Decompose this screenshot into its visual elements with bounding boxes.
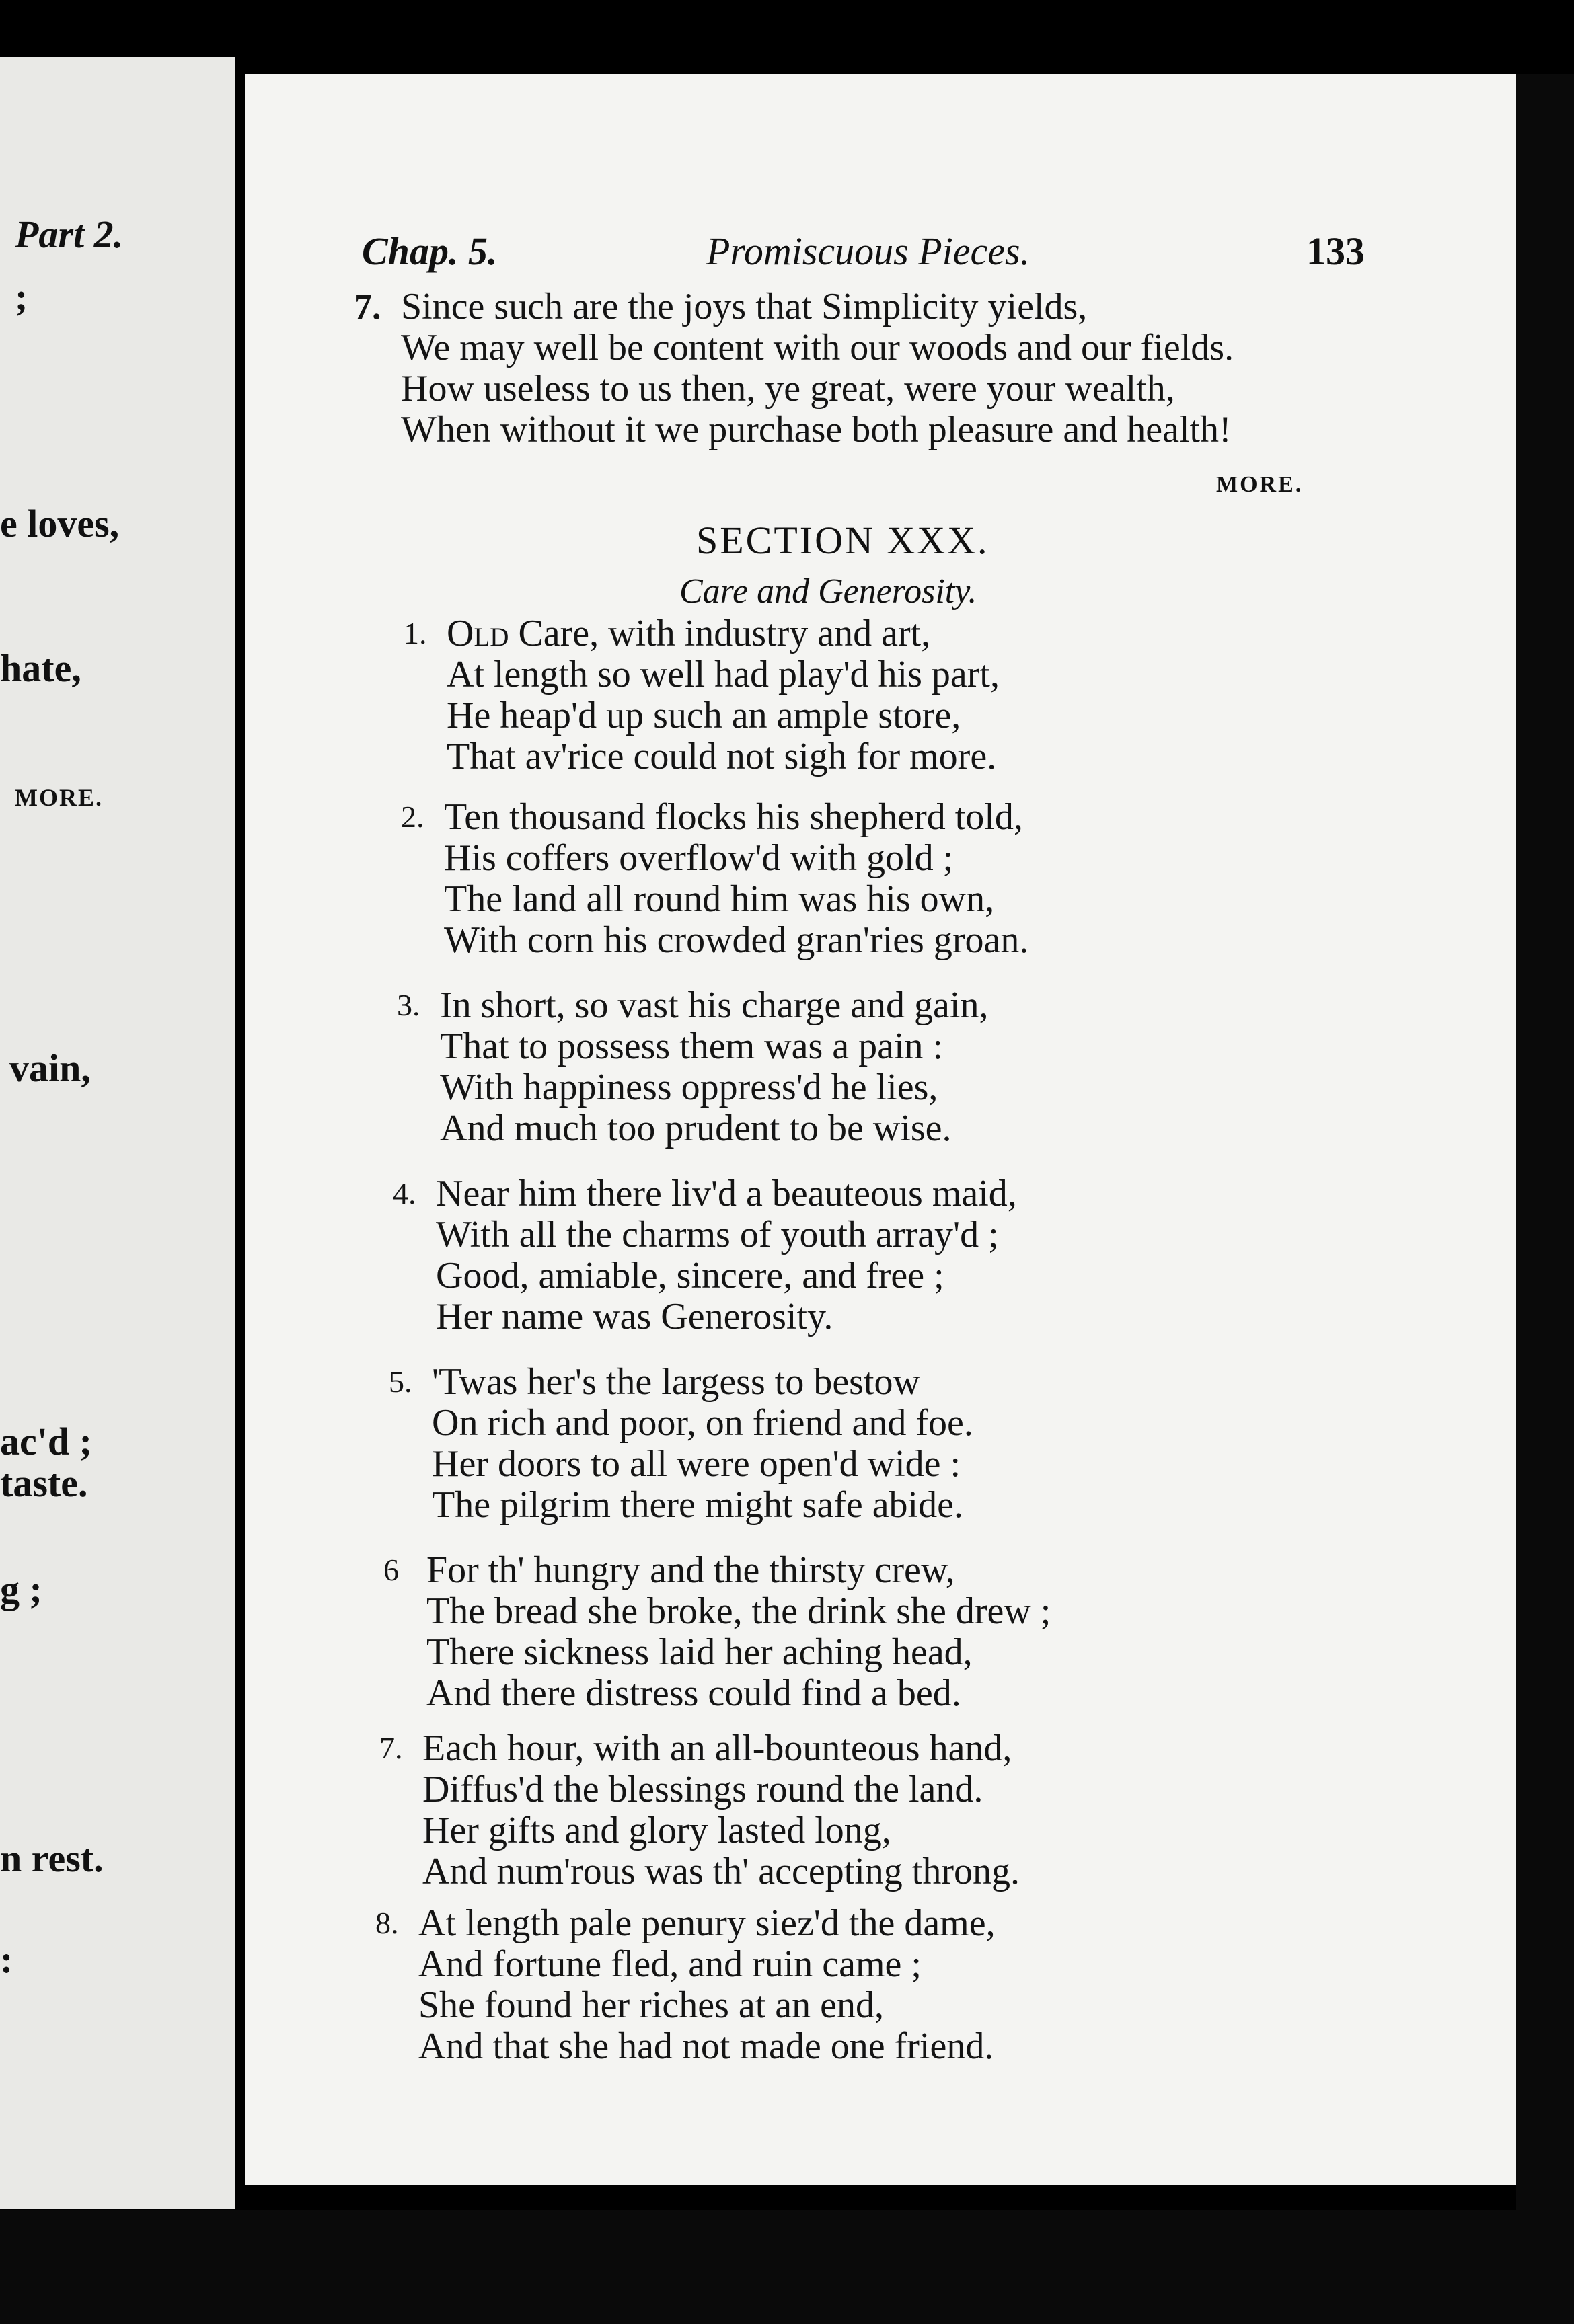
verse-line: On rich and poor, on friend and foe. bbox=[432, 1402, 973, 1444]
running-head-title: Promiscuous Pieces. bbox=[706, 229, 1030, 273]
facing-page-fragment: g ; bbox=[0, 1567, 42, 1611]
verse-line: She found her riches at an end, bbox=[418, 1984, 884, 2026]
stanza-number: 3. bbox=[397, 988, 420, 1022]
verse-line: That av'rice could not sigh for more. bbox=[447, 736, 997, 777]
stanza-number: 4. bbox=[393, 1176, 416, 1210]
verse-line: Her gifts and glory lasted long, bbox=[422, 1810, 891, 1851]
verse-line: And there distress could find a bed. bbox=[426, 1672, 961, 1714]
verse-line: Old Care, with industry and art, bbox=[447, 613, 931, 654]
verse-line: 'Twas her's the largess to bestow bbox=[432, 1361, 920, 1403]
verse-line: We may well be content with our woods and our fields. bbox=[401, 327, 1234, 369]
stanza-number: 6 bbox=[383, 1553, 399, 1587]
facing-page-fragment: vain, bbox=[9, 1046, 91, 1090]
verse-line: With corn his crowded gran'ries groan. bbox=[444, 919, 1029, 961]
verse-line: Since such are the joys that Simplicity yields, bbox=[401, 286, 1088, 327]
verse-line: When without it we purchase both pleasure and health! bbox=[401, 409, 1232, 451]
facing-page-fragment: e loves, bbox=[0, 502, 120, 545]
verse-line: His coffers overflow'd with gold ; bbox=[444, 837, 954, 879]
small-caps-word: Old bbox=[447, 613, 509, 654]
facing-page-fragment: ac'd ; bbox=[0, 1420, 92, 1463]
verse-line: At length so well had play'd his part, bbox=[447, 654, 1000, 695]
verse-line: There sickness laid her aching head, bbox=[426, 1631, 973, 1673]
verse-line: He heap'd up such an ample store, bbox=[447, 695, 961, 736]
facing-page-fragment: n rest. bbox=[0, 1836, 104, 1880]
verse-line: Her name was Generosity. bbox=[436, 1296, 833, 1338]
verse-line: The land all round him was his own, bbox=[444, 878, 995, 920]
verse-line: The bread she broke, the drink she drew ; bbox=[426, 1590, 1051, 1632]
page-gutter bbox=[235, 0, 245, 2324]
facing-page-header: Part 2. bbox=[15, 212, 124, 256]
verse-line: And that she had not made one friend. bbox=[418, 2025, 994, 2067]
verse-line: For th' hungry and the thirsty crew, bbox=[426, 1549, 955, 1591]
verse-line: And num'rous was th' accepting throng. bbox=[422, 1851, 1020, 1892]
verse-line: How useless to us then, ye great, were your wealth, bbox=[401, 368, 1175, 410]
stanza-number: 1. bbox=[404, 616, 427, 650]
verse-line: Near him there liv'd a beauteous maid, bbox=[436, 1173, 1017, 1214]
section-title: SECTION XXX. bbox=[696, 518, 989, 562]
verse-line: In short, so vast his charge and gain, bbox=[440, 984, 989, 1026]
author-signature: MORE. bbox=[1216, 472, 1304, 497]
section-subtitle: Care and Generosity. bbox=[679, 572, 977, 611]
stanza-number: 5. bbox=[389, 1364, 412, 1399]
page-number: 133 bbox=[1306, 229, 1365, 273]
verse-line: Good, amiable, sincere, and free ; bbox=[436, 1255, 944, 1296]
verse-line: At length pale penury siez'd the dame, bbox=[418, 1902, 996, 1944]
scan-edge-bottom bbox=[0, 2210, 1574, 2324]
verse-line: With happiness oppress'd he lies, bbox=[440, 1067, 938, 1108]
scan-edge-right bbox=[1516, 74, 1574, 2324]
stanza-number: 7. bbox=[354, 286, 381, 327]
stanza-number: 8. bbox=[375, 1906, 399, 1940]
running-head-chapter: Chap. 5. bbox=[362, 229, 498, 273]
facing-page-fragment: : bbox=[0, 1937, 13, 1981]
facing-page bbox=[0, 57, 235, 2209]
stanza-number: 2. bbox=[401, 800, 424, 834]
facing-page-fragment: taste. bbox=[0, 1461, 88, 1505]
verse-line: And much too prudent to be wise. bbox=[440, 1108, 952, 1149]
stanza-number: 7. bbox=[379, 1731, 403, 1765]
facing-page-fragment: hate, bbox=[0, 646, 81, 690]
verse-line: Ten thousand flocks his shepherd told, bbox=[444, 796, 1023, 838]
facing-page-fragment: MORE. bbox=[15, 784, 103, 811]
facing-page-fragment: ; bbox=[15, 275, 28, 319]
verse-line: That to possess them was a pain : bbox=[440, 1025, 944, 1067]
verse-line: And fortune fled, and ruin came ; bbox=[418, 1943, 922, 1985]
verse-line: The pilgrim there might safe abide. bbox=[432, 1484, 963, 1526]
verse-line: With all the charms of youth array'd ; bbox=[436, 1214, 999, 1255]
verse-line: Her doors to all were open'd wide : bbox=[432, 1443, 961, 1485]
verse-line: Each hour, with an all-bounteous hand, bbox=[422, 1728, 1012, 1769]
verse-line: Diffus'd the blessings round the land. bbox=[422, 1769, 983, 1810]
